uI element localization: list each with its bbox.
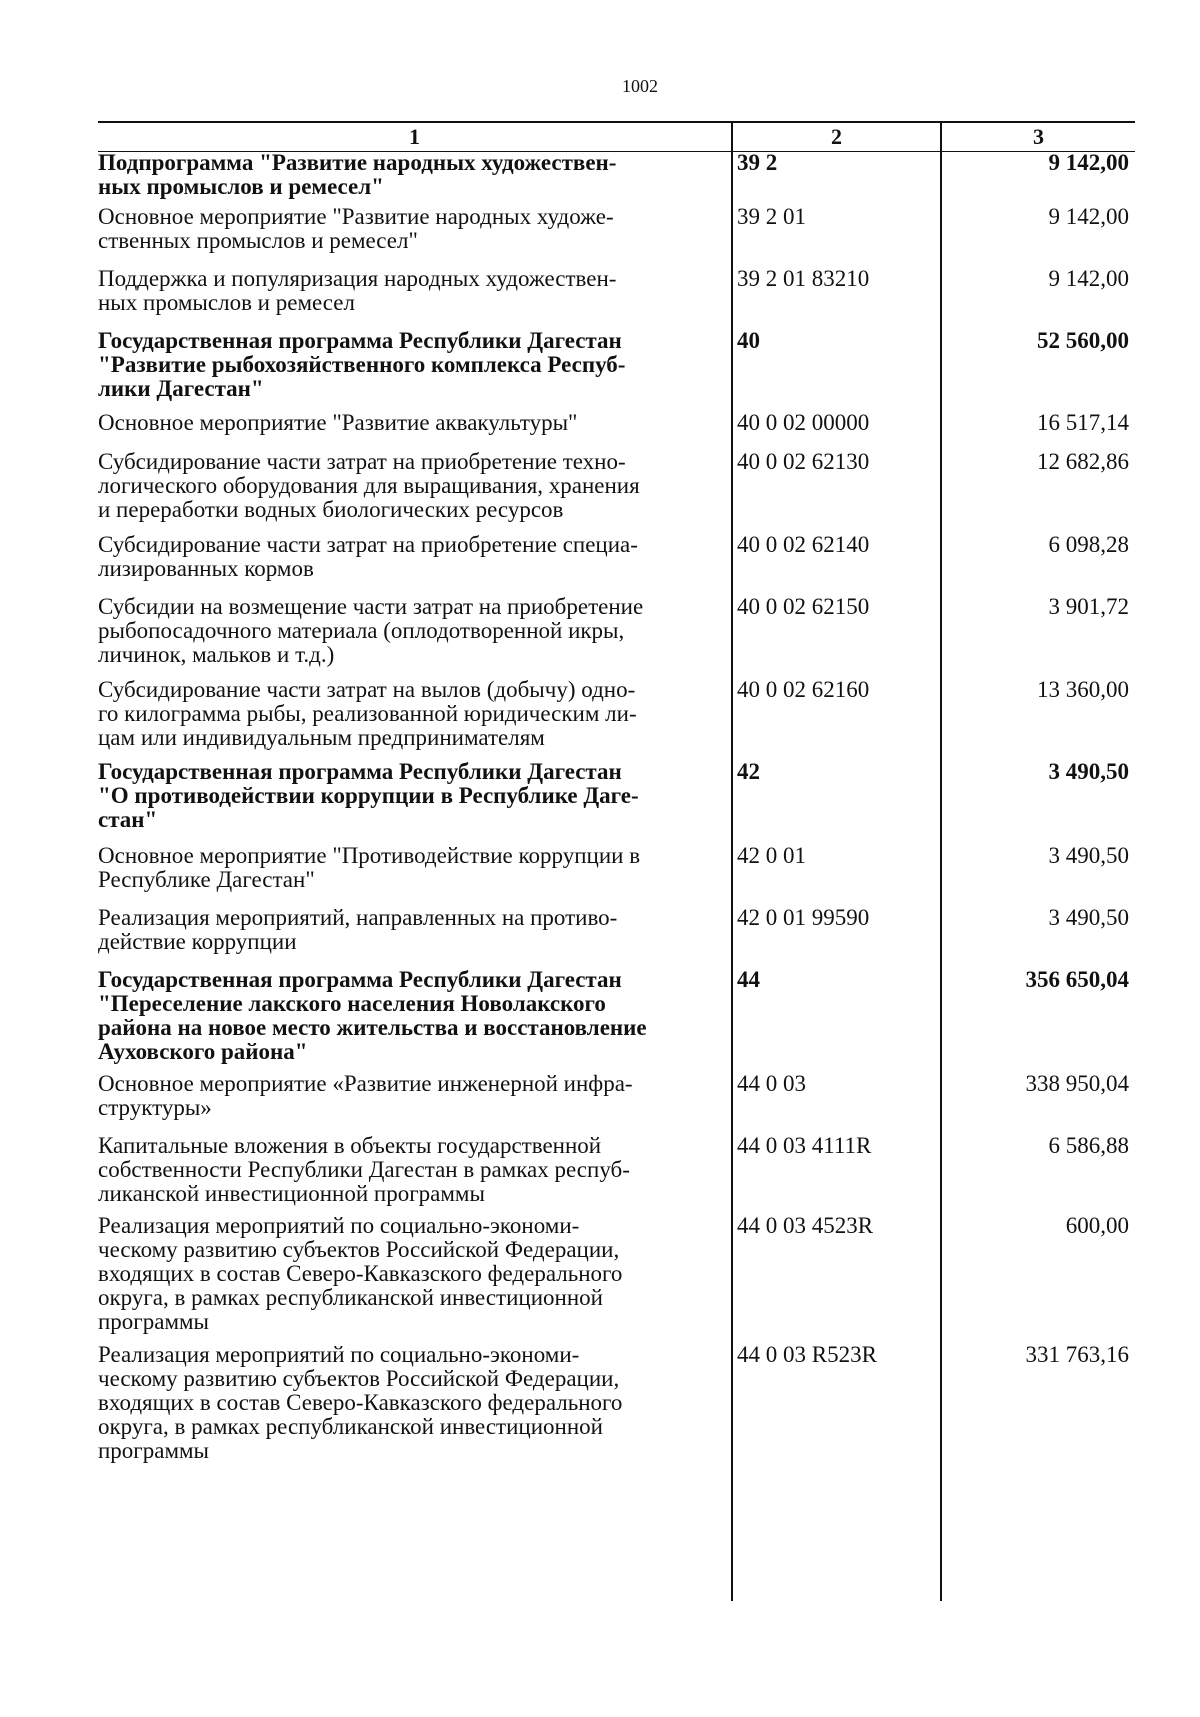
row-code: 44 0 03 — [737, 1071, 806, 1096]
row-amount: 3 490,50 — [1048, 759, 1129, 784]
row-amount: 13 360,00 — [1037, 677, 1129, 702]
row-name: Государственная программа Республики Дагестан "Переселение лакского населения Новолакского района на новое место жительства и восстановление Ауховского района" — [98, 967, 647, 1064]
row-name: Субсидирование части затрат на приобретение техно- логического оборудования для выращивания, хранения и переработки водных биологических ресурсов — [98, 449, 640, 522]
row-amount: 356 650,04 — [1025, 967, 1129, 992]
row-name: Основное мероприятие "Противодействие коррупции в Республике Дагестан" — [98, 843, 641, 892]
row-amount: 12 682,86 — [1037, 449, 1129, 474]
column-divider-1 — [731, 121, 733, 1601]
column-header-1: 1 — [409, 124, 420, 149]
row-amount: 16 517,14 — [1037, 410, 1129, 435]
row-amount: 6 098,28 — [1048, 532, 1129, 557]
row-code: 39 2 01 — [737, 204, 806, 229]
row-code: 40 0 02 00000 — [737, 410, 870, 435]
row-code: 44 — [737, 967, 760, 992]
row-amount: 600,00 — [1065, 1213, 1129, 1238]
row-code: 42 0 01 99590 — [737, 905, 870, 930]
page-number: 1002 — [622, 76, 658, 96]
row-amount: 9 142,00 — [1048, 204, 1129, 229]
row-name: Капитальные вложения в объекты государственной собственности Республики Дагестан в рамках респуб- ликанской инвестиционной программы — [98, 1133, 630, 1206]
row-amount: 9 142,00 — [1048, 266, 1129, 291]
row-name: Субсидирование части затрат на вылов (добычу) одно- го килограмма рыбы, реализованной юридическим ли- цам или индивидуальным предпринимателям — [98, 677, 637, 750]
budget-table — [98, 121, 1135, 1601]
row-name: Реализация мероприятий, направленных на противо- действие коррупции — [98, 905, 618, 954]
row-amount: 6 586,88 — [1048, 1133, 1129, 1158]
row-amount: 3 490,50 — [1048, 843, 1129, 868]
row-code: 40 0 02 62160 — [737, 677, 870, 702]
row-amount: 338 950,04 — [1025, 1071, 1129, 1096]
row-code: 40 0 02 62150 — [737, 594, 870, 619]
row-code: 42 — [737, 759, 760, 784]
row-amount: 52 560,00 — [1037, 328, 1129, 353]
row-name: Субсидии на возмещение части затрат на приобретение рыбопосадочного материала (оплодотворенной икры, личинок, мальков и т.д.) — [98, 594, 644, 667]
row-code: 40 0 02 62130 — [737, 449, 870, 474]
row-name: Государственная программа Республики Дагестан "О противодействии коррупции в Республике Даге- стан" — [98, 759, 639, 832]
row-name: Реализация мероприятий по социально-экономи- ческому развитию субъектов Российской Федерации, входящих в состав Северо-Кавказского федерального округа, в рамках республиканской инвестиционной программы — [98, 1213, 623, 1334]
row-amount: 3 901,72 — [1048, 594, 1129, 619]
row-name: Реализация мероприятий по социально-экономи- ческому развитию субъектов Российской Федерации, входящих в состав Северо-Кавказского федерального округа, в рамках республиканской инвестиционной программы — [98, 1342, 623, 1463]
column-header-3: 3 — [1033, 124, 1044, 149]
row-amount: 3 490,50 — [1048, 905, 1129, 930]
row-code: 42 0 01 — [737, 843, 806, 868]
column-divider-2 — [940, 121, 942, 1601]
row-name: Государственная программа Республики Дагестан "Развитие рыбохозяйственного комплекса Респуб- лики Дагестан" — [98, 328, 626, 401]
row-code: 40 0 02 62140 — [737, 532, 870, 557]
row-amount: 9 142,00 — [1048, 150, 1129, 175]
row-code: 40 — [737, 328, 760, 353]
row-name: Субсидирование части затрат на приобретение специа- лизированных кормов — [98, 532, 638, 581]
row-amount: 331 763,16 — [1025, 1342, 1129, 1367]
row-name: Подпрограмма "Развитие народных художествен- ных промыслов и ремесел" — [98, 150, 617, 199]
row-code: 39 2 — [737, 150, 778, 175]
row-code: 44 0 03 4523R — [737, 1213, 874, 1238]
row-code: 39 2 01 83210 — [737, 266, 870, 291]
column-header-2: 2 — [831, 124, 842, 149]
row-name: Основное мероприятие "Развитие народных художе- ственных промыслов и ремесел" — [98, 204, 614, 253]
row-name: Основное мероприятие "Развитие аквакультуры" — [98, 410, 578, 435]
row-name: Поддержка и популяризация народных художествен- ных промыслов и ремесел — [98, 266, 617, 315]
row-code: 44 0 03 4111R — [737, 1133, 872, 1158]
row-code: 44 0 03 R523R — [737, 1342, 877, 1367]
row-name: Основное мероприятие «Развитие инженерной инфра- структуры» — [98, 1071, 633, 1120]
